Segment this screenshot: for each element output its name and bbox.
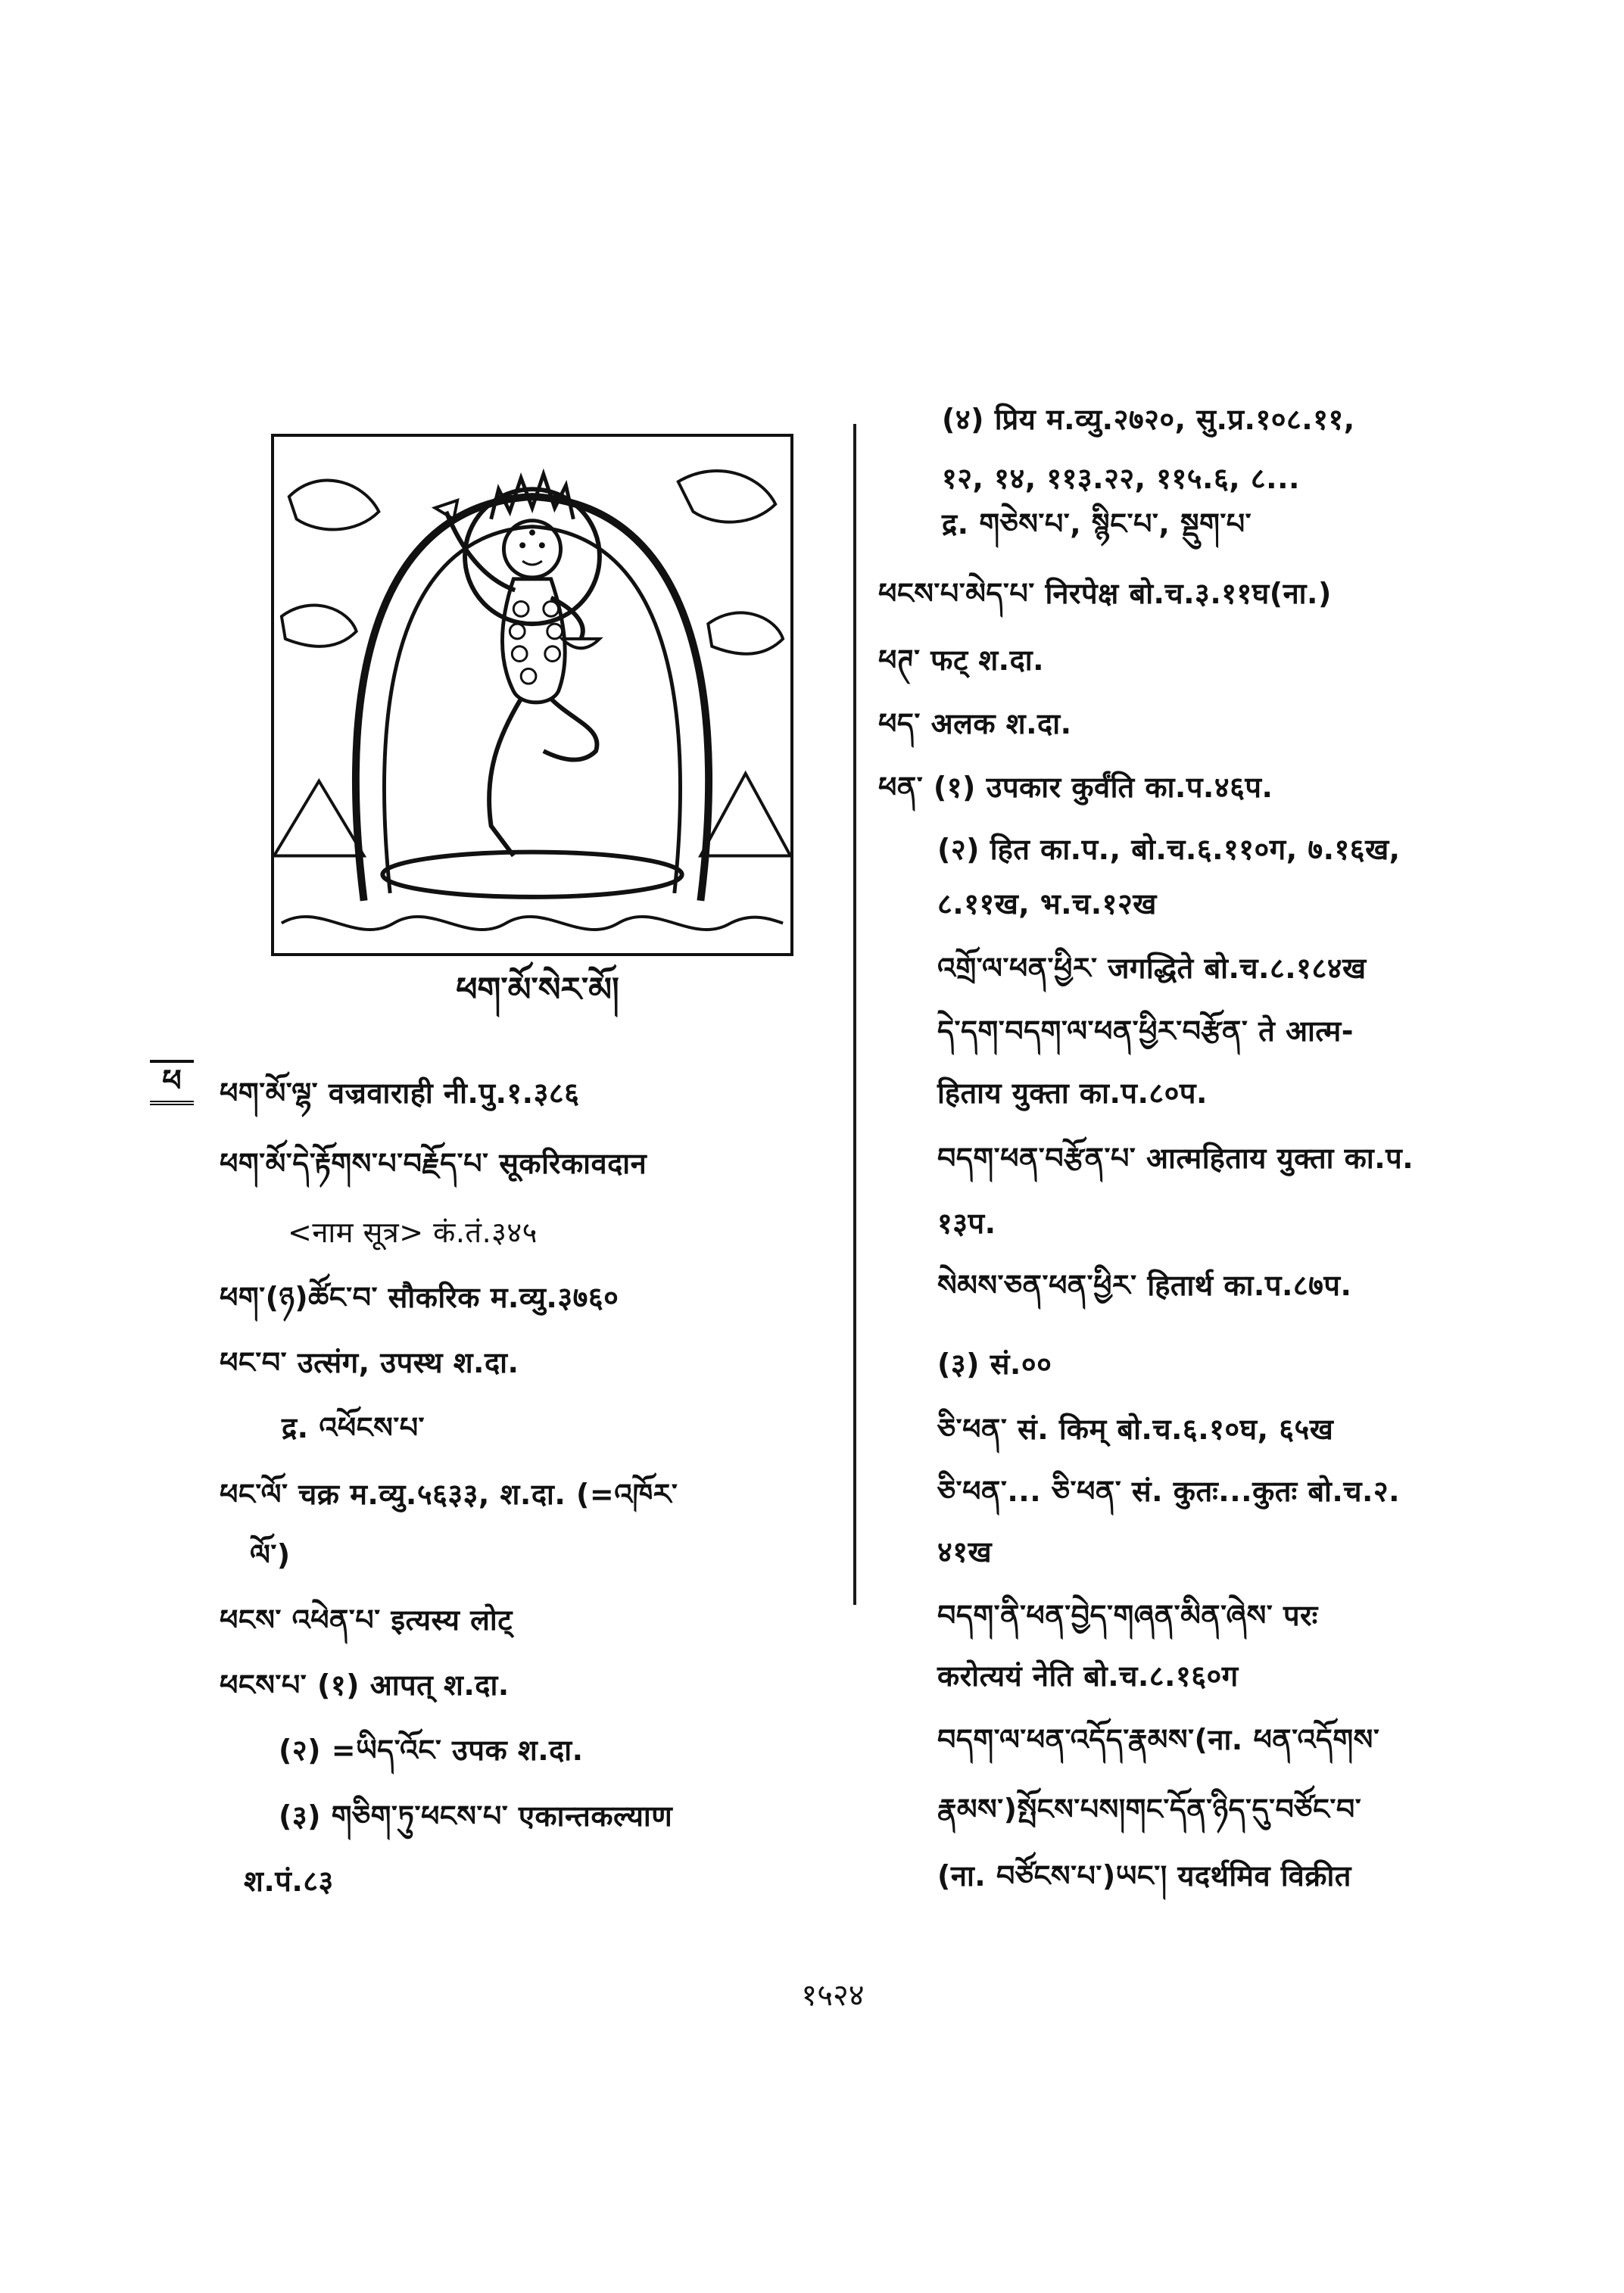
entry-line: <नाम सूत्र> कं.तं.३४५	[288, 1216, 538, 1249]
entry-line: (४) प्रिय म.व्यु.२७२०, सु.प्र.१०८.११,	[942, 403, 1355, 436]
entry-line: हिताय युक्ता का.प.८०प.	[937, 1076, 1208, 1110]
entry-line: १३प.	[937, 1207, 996, 1240]
column-divider	[853, 424, 856, 1605]
entry-line: ཅི་ཕན་ सं. किम् बो.च.६.१०घ, ६५ख	[937, 1413, 1334, 1446]
entry-line: (३) གཅིག་ཏུ་ཕངས་པ་ एकान्तकल्याण	[279, 1799, 673, 1833]
entry-line: (२) हित का.प., बो.च.६.११०ग, ७.१६ख,	[937, 833, 1401, 866]
entry-line: ཕངས་པ་ (१) आपत् श.दा.	[220, 1668, 510, 1702]
figure-caption: ཕག་མོ་སེར་མོ།	[456, 970, 619, 1009]
deity-drawing	[274, 437, 790, 953]
entry-line: १२, १४, ११३.२२, ११५.६, ८...	[942, 462, 1300, 495]
entry-line: ཕངས་ འཕེན་པ་ इत्यस्य लोट्	[220, 1603, 513, 1637]
entry-line: འགྲོ་ལ་ཕན་ཕྱིར་ जगद्धिते बो.च.८.१८४ख	[937, 952, 1367, 985]
entry-line: ཕངས་པ་མེད་པ་ निरपेक्ष बो.च.३.११घ(ना.)	[878, 577, 1332, 610]
entry-line: བདག་ལ་ཕན་འདོད་རྣམས་(ना. ཕན་འདོགས་	[937, 1723, 1380, 1756]
entry-line: ཅི་ཕན་... ཅི་ཕན་ सं. कुतः...कुतः बो.च.२.	[937, 1475, 1401, 1508]
entry-line: ཕང་བ་ उत्संग, उपस्थ श.दा.	[220, 1346, 519, 1379]
entry-line: द्र. གཅེས་པ་, སྙིང་པ་, སྡུག་པ་	[942, 507, 1252, 541]
entry-line: (ना. བཙོངས་པ་)ཡང་། यदर्थमिव विक्रीत	[937, 1859, 1351, 1893]
entry-line: ४१ख	[937, 1535, 993, 1569]
entry-line: करोत्ययं नेति बो.च.८.१६०ग	[937, 1659, 1239, 1693]
entry-line: (२) =ཡིད་འོང་ उपक श.दा.	[279, 1734, 584, 1767]
entry-line: ཕད་ अलक श.दा.	[878, 707, 1072, 740]
entry-line: ཕཊ་ फट् श.दा.	[878, 643, 1045, 677]
entry-line: श.पं.८३	[244, 1865, 334, 1898]
entry-line: ཕང་ལོ་ चक्र म.व्यु.५६३३, श.दा. (=འཁོར་	[220, 1478, 678, 1511]
section-letter-marker: ཕ	[150, 1060, 194, 1105]
entry-line: ལོ་)	[250, 1538, 291, 1572]
entry-line: བདག་ནི་ཕན་བྱེད་གཞན་མིན་ཞེས་ परः	[937, 1599, 1318, 1632]
entry-line: (३) सं.००	[937, 1347, 1052, 1381]
entry-line: སེམས་ཅན་ཕན་ཕྱིར་ हितार्थ का.प.८७प.	[937, 1269, 1352, 1302]
entry-line: ཕན་ (१) उपकार कुर्वंति का.प.४६प.	[878, 771, 1273, 804]
entry-line: ཕག་མོ་དེ་རྟོགས་པ་བརྗོད་པ་ सूकरिकावदान	[220, 1147, 647, 1180]
entry-line: རྣམས་)སྤོངས་པས།གང་དོན་ཉིད་དུ་བཙོང་བ་	[937, 1793, 1362, 1826]
entry-line: ཕག་མོ་ལྷ་ वज्रवाराही नी.पु.१.३८६	[220, 1076, 580, 1110]
entry-line: བདག་ཕན་བརྩོན་པ་ आत्महिताय युक्ता का.प.	[937, 1142, 1414, 1175]
entry-line: དེ་དག་བདག་ལ་ཕན་ཕྱིར་བརྩོན་ ते आत्म-	[937, 1014, 1354, 1048]
entry-line: ཕག་(ཉ)ཚོང་བ་ सौकरिक म.व्यु.३७६०	[220, 1281, 619, 1314]
entry-line: ८.११ख, भ.च.१२ख	[937, 887, 1157, 921]
deity-illustration	[271, 434, 793, 956]
entry-line: द्र. འཕོངས་པ་	[282, 1411, 425, 1444]
page-number: १५२४	[801, 1978, 865, 2013]
